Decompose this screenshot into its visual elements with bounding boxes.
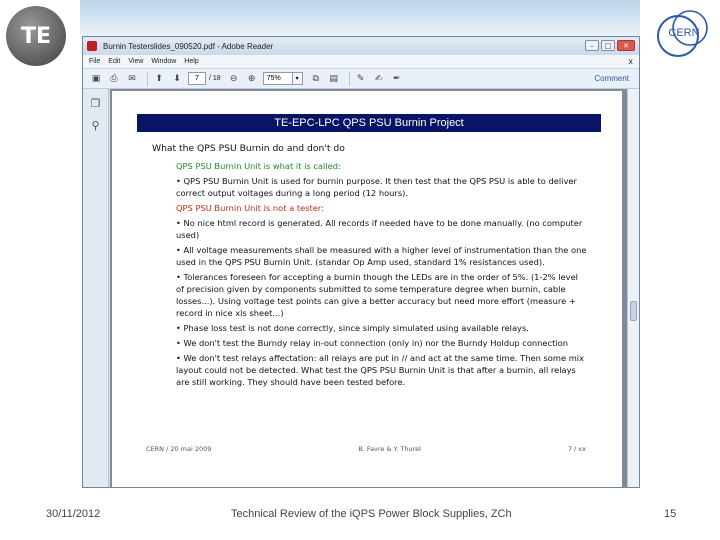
scroll-thumb[interactable] bbox=[630, 301, 637, 321]
vertical-scrollbar[interactable] bbox=[627, 89, 639, 487]
footer-title: Technical Review of the iQPS Power Block Supplies, ZCh bbox=[231, 508, 512, 520]
section-heading-what-it-is: QPS PSU Burnin Unit is what it is called: bbox=[176, 161, 341, 171]
zoom-dropdown-icon[interactable]: ▾ bbox=[293, 72, 303, 85]
document-subtitle: What the QPS PSU Burnin do and don't do bbox=[152, 143, 345, 154]
document-body bbox=[176, 160, 588, 391]
maximize-button[interactable]: □ bbox=[601, 40, 615, 51]
zoom-in-icon[interactable]: ⊕ bbox=[247, 73, 256, 84]
paragraph: • Tolerances foreseen for accepting a burnin though the LEDs are in the order of 5%. (1-2% level of precision given by components submitted to some temperature degree when burnin, cable losses...). Using voltage test points can give a better accuracy but need more effort (measure + record in nice xls sheet...) bbox=[176, 272, 578, 318]
menu-edit[interactable]: Edit bbox=[108, 58, 121, 65]
previous-page-icon[interactable]: ⬆ bbox=[155, 73, 163, 84]
paragraph: • All voltage measurements shall be measured with a higher level of instrumentation than the one used in the QPS PSU Burnin Unit. (standar Op Amp used, standard 1% resistances used). bbox=[176, 245, 587, 267]
menu-help[interactable]: Help bbox=[184, 58, 199, 65]
title-bar[interactable] bbox=[83, 37, 639, 55]
print-icon[interactable]: ⎙ bbox=[110, 73, 118, 84]
fit-page-icon[interactable]: ⧉ bbox=[312, 73, 319, 84]
paragraph: • No nice html record is generated. All records if needed have to be done manually. (no computer used) bbox=[176, 218, 583, 240]
paragraph: • QPS PSU Burnin Unit is used for burnin purpose. It then test that the QPS PSU is able to deliver correct output voltages during a long period (12 hours). bbox=[176, 176, 577, 198]
sign-icon[interactable]: ✒ bbox=[392, 73, 401, 84]
window-controls bbox=[585, 40, 635, 51]
navigation-pane bbox=[83, 89, 109, 487]
menu-bar bbox=[83, 55, 639, 69]
window-title: Burnin Testerslides_090520.pdf - Adobe Reader bbox=[103, 41, 274, 51]
toolbar-divider bbox=[349, 72, 350, 86]
comment-panel-link[interactable]: Comment bbox=[594, 74, 629, 83]
footer-date: 30/11/2012 bbox=[46, 508, 101, 520]
close-document-icon[interactable]: x bbox=[628, 57, 633, 66]
page-number-input[interactable]: 7 bbox=[188, 72, 206, 85]
minimize-button[interactable]: – bbox=[585, 40, 599, 51]
pdf-page bbox=[112, 91, 622, 487]
pages-panel-icon[interactable]: ❐ bbox=[90, 96, 101, 110]
pdf-reader-window bbox=[82, 36, 640, 488]
zoom-out-icon[interactable]: ⊖ bbox=[229, 73, 238, 84]
section-heading-not-a-tester: QPS PSU Burnin Unit is not a tester: bbox=[176, 203, 324, 213]
next-page-icon[interactable]: ⬇ bbox=[173, 73, 181, 84]
header-band bbox=[80, 0, 640, 38]
toolbar-divider bbox=[147, 72, 148, 86]
fit-width-icon[interactable]: ▤ bbox=[329, 73, 338, 84]
paragraph: • Phase loss test is not done correctly, since simply simulated using available relays. bbox=[176, 323, 529, 333]
menu-window[interactable]: Window bbox=[151, 58, 177, 65]
attachments-icon[interactable]: ⚲ bbox=[91, 118, 100, 132]
menu-file[interactable]: File bbox=[89, 58, 101, 65]
pdf-page-footer bbox=[146, 445, 586, 453]
paragraph: • We don't test relays affectation: all relays are put in // and act at the same time. Then some mix layout could not be detected. What test the QPS PSU Burnin Unit is that after a burnin, all relays are still working. They should have been tested before. bbox=[176, 353, 584, 387]
cern-logo bbox=[654, 6, 710, 62]
toolbar bbox=[83, 69, 639, 89]
zoom-input[interactable]: 75% bbox=[263, 72, 293, 85]
paragraph: • We don't test the Burndy relay in-out connection (only in) nor the Burndy Holdup connection bbox=[176, 338, 568, 348]
pdf-footer-mid: B. Favre & Y. Thurel bbox=[358, 445, 421, 453]
page-total: / 18 bbox=[209, 75, 221, 82]
adobe-reader-icon bbox=[87, 41, 97, 51]
save-icon[interactable]: ▣ bbox=[91, 73, 101, 84]
email-icon[interactable]: ✉ bbox=[128, 73, 136, 84]
menu-view[interactable]: View bbox=[128, 58, 144, 65]
close-button[interactable]: ✕ bbox=[617, 40, 635, 51]
footer-page-number: 15 bbox=[664, 508, 677, 520]
document-viewport[interactable] bbox=[110, 89, 627, 487]
comment-tool-icon[interactable]: ✎ bbox=[356, 73, 365, 84]
document-title: TE-EPC-LPC QPS PSU Burnin Project bbox=[137, 114, 601, 132]
te-logo: TE bbox=[6, 6, 66, 66]
cern-logo-text: CERN bbox=[668, 27, 700, 39]
pdf-footer-right: 7 / xx bbox=[567, 445, 586, 453]
pdf-footer-left: CERN / 20 mai 2009 bbox=[146, 445, 212, 453]
highlight-tool-icon[interactable]: ✍ bbox=[374, 73, 383, 84]
